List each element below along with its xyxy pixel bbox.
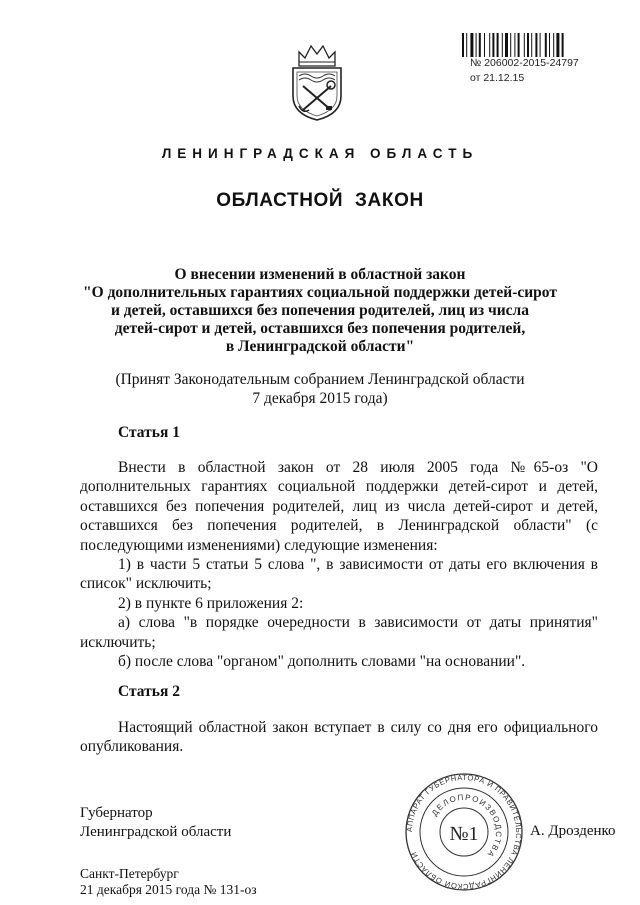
article-2-heading: Статья 2: [118, 683, 180, 700]
barcode-bar: [556, 33, 559, 57]
registration-info: [470, 56, 579, 86]
article-2-body: [80, 718, 598, 757]
coat-of-arms-emblem: [285, 42, 349, 122]
title-line: "О дополнительных гарантиях социальной поддержки детей-сирот: [83, 284, 557, 301]
registration-date: от 21.12.15: [470, 72, 525, 84]
barcode-bar: [479, 33, 481, 57]
article-1-intro: Внести в областной закон от 28 июля 2005 года №65-оз "О дополнительных гарантиях социальной поддержки детей-сирот и детей, оставшихся без попечения родителей, лиц из числа детей-сирот и детей, оставшихся без попечения родителей, в Ленинградской области" (с последующими изменениями) следующие изменения:: [80, 459, 598, 554]
article-1-item-2a: а) слова "в порядке очередности в зависимости от даты принятия" исключить;: [80, 614, 598, 651]
article-1-item-2: 2) в пункте 6 приложения 2:: [118, 594, 304, 612]
law-type-heading: ОБЛАСТНОЙ ЗАКОН: [216, 190, 424, 211]
seal-outer-text: АППАРАТ ГУБЕРНАТОРА И ПРАВИТЕЛЬСТВА ЛЕНИНГРАДСКОЙ ОБЛАСТИ: [404, 772, 524, 892]
barcode-bar: [476, 33, 477, 57]
barcode-bar: [514, 33, 515, 57]
barcode-bar: [545, 33, 547, 57]
signatory-name: А. Дрозденко: [530, 823, 616, 839]
barcode-bar: [466, 33, 467, 57]
article-1-heading: Статья 1: [118, 424, 180, 441]
title-line: детей-сирот и детей, оставшихся без попечения родителей,: [114, 320, 526, 337]
signatory-title: [80, 804, 231, 842]
seal-inner-text: ДЕЛОПРОИЗВОДСТВА: [430, 792, 504, 860]
title-line: О внесении изменений в областной закон: [174, 266, 466, 283]
barcode-bar: [497, 33, 499, 57]
barcode-bar: [562, 33, 564, 57]
barcode-bar: [489, 33, 490, 57]
barcode-bar: [462, 33, 464, 57]
barcode-bar: [524, 33, 525, 57]
barcode-bar: [502, 33, 503, 57]
registration-number: № 206002-2015-24797: [470, 57, 579, 69]
article-1-item-1: 1) в части 5 статьи 5 слова ", в зависимости от даты его включения в список" исключить;: [80, 556, 598, 593]
footer-city: Санкт-Петербург: [80, 866, 179, 881]
barcode-bar: [484, 33, 485, 57]
seal-number: №1: [449, 823, 479, 845]
article-1-item-2b: б) после слова "органом" дополнить словами "на основании".: [118, 653, 526, 671]
title-line: в Ленинградской области": [225, 338, 415, 355]
barcode: [462, 33, 612, 57]
barcode-bar: [470, 33, 473, 57]
barcode-bar: [549, 33, 550, 57]
article-1-body: [80, 458, 598, 671]
barcode-bar: [518, 33, 520, 57]
barcode-bar: [540, 33, 541, 57]
footer-date-number: 21 декабря 2015 года № 131-оз: [80, 882, 257, 897]
barcode-bar: [510, 33, 511, 57]
title-line: и детей, оставшихся без попечения родителей, лиц из числа: [110, 302, 529, 319]
signatory-title-line: Губернатор: [80, 805, 153, 821]
adoption-note: [70, 370, 570, 408]
barcode-bar: [505, 33, 508, 57]
barcode-bar: [535, 33, 537, 57]
footer: [80, 866, 257, 898]
signatory-title-line: Ленинградской области: [80, 824, 232, 840]
article-2-text: Настоящий областной закон вступает в силу со дня его официального опубликования.: [80, 719, 598, 756]
region-heading: ЛЕНИНГРАДСКАЯ ОБЛАСТЬ: [161, 146, 479, 161]
adoption-line: (Принят Законодательным собранием Ленинградской области: [115, 371, 525, 388]
adoption-line: 7 декабря 2015 года): [252, 390, 388, 407]
barcode-bar: [527, 33, 529, 57]
barcode-bar: [553, 33, 554, 57]
barcode-bar: [492, 33, 494, 57]
barcode-bar: [531, 33, 532, 57]
law-title: [70, 266, 570, 356]
official-seal: [398, 772, 530, 892]
